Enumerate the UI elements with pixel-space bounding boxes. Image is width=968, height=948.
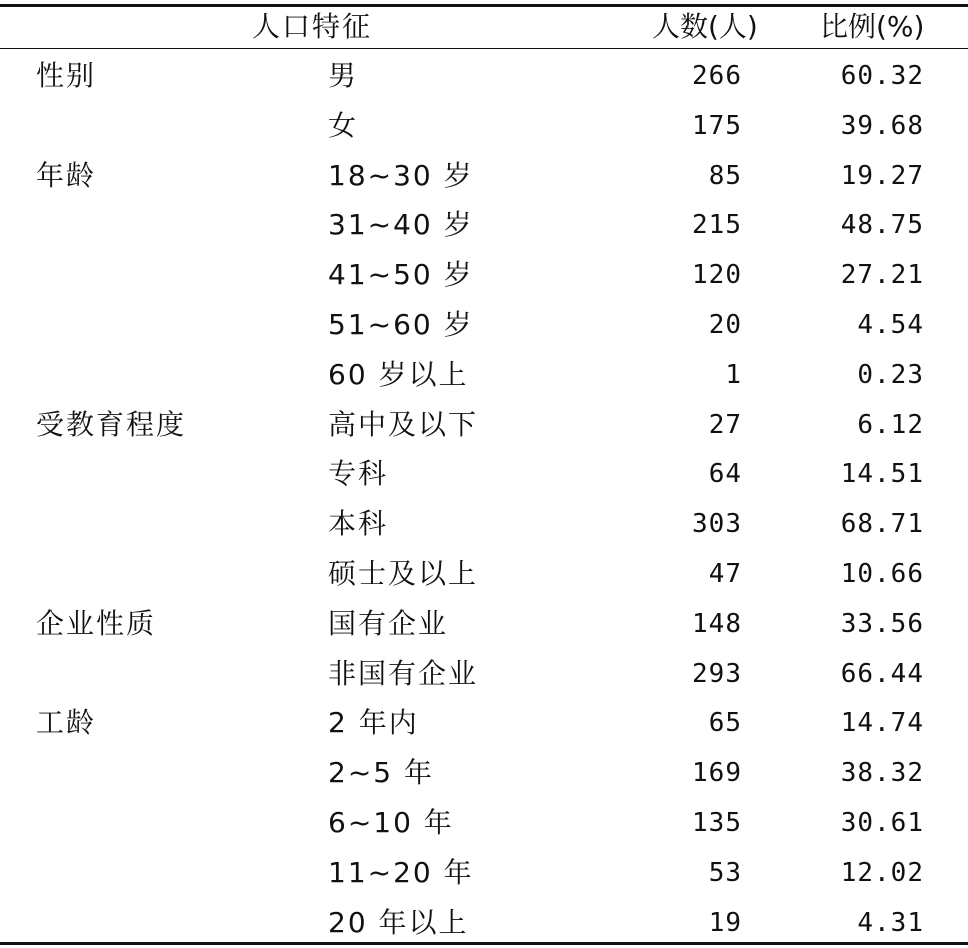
row-subcategory: 31~40 岁 <box>328 208 474 242</box>
row-count: 266 <box>692 61 742 91</box>
table-row <box>0 749 968 799</box>
row-percent: 48.75 <box>840 210 924 241</box>
row-count: 19 <box>708 907 742 938</box>
row-count: 64 <box>708 459 742 490</box>
table-row <box>0 699 968 749</box>
row-count: 27 <box>708 409 742 440</box>
row-percent: 0.23 <box>857 359 924 390</box>
row-percent: 4.54 <box>857 309 924 340</box>
row-percent: 60.32 <box>840 61 924 91</box>
row-percent: 30.61 <box>840 807 924 838</box>
table-row <box>0 450 968 500</box>
row-percent: 27.21 <box>840 260 924 291</box>
table-row <box>0 500 968 550</box>
row-subcategory: 18~30 岁 <box>328 158 474 192</box>
table-row <box>0 899 968 948</box>
row-count: 175 <box>692 110 742 141</box>
row-count: 293 <box>692 658 742 689</box>
row-subcategory: 本科 <box>328 507 389 541</box>
table-row <box>0 401 968 451</box>
row-percent: 14.74 <box>840 708 924 739</box>
row-category: 受教育程度 <box>36 407 187 441</box>
row-count: 148 <box>692 608 742 639</box>
table-row <box>0 650 968 700</box>
row-percent: 33.56 <box>840 608 924 639</box>
table-bottom-rule <box>0 942 968 945</box>
row-count: 20 <box>708 309 742 340</box>
row-count: 303 <box>692 509 742 540</box>
table-row <box>0 52 968 102</box>
row-percent: 19.27 <box>840 160 924 191</box>
row-category: 工龄 <box>36 706 97 740</box>
row-subcategory: 41~50 岁 <box>328 258 474 292</box>
header-percent: 比例(%) <box>820 10 925 43</box>
row-category: 企业性质 <box>36 606 157 640</box>
row-subcategory: 高中及以下 <box>328 407 479 441</box>
row-category: 年龄 <box>36 158 97 192</box>
row-percent: 4.31 <box>857 907 924 938</box>
row-subcategory: 6~10 年 <box>328 805 454 839</box>
table-header <box>0 7 968 48</box>
table-row <box>0 251 968 301</box>
table-row <box>0 201 968 251</box>
row-subcategory: 11~20 年 <box>328 855 474 889</box>
row-percent: 6.12 <box>857 409 924 440</box>
row-subcategory: 60 岁以上 <box>328 357 469 391</box>
row-percent: 38.32 <box>840 758 924 789</box>
table-row <box>0 351 968 401</box>
row-subcategory: 20 年以上 <box>328 905 469 939</box>
row-percent: 12.02 <box>840 857 924 888</box>
table-body <box>0 52 968 948</box>
row-count: 169 <box>692 758 742 789</box>
row-category: 性别 <box>36 59 97 92</box>
table-row <box>0 152 968 202</box>
table-row <box>0 849 968 899</box>
row-subcategory: 国有企业 <box>328 606 449 640</box>
row-subcategory: 硕士及以上 <box>328 556 479 590</box>
row-percent: 66.44 <box>840 658 924 689</box>
table-header-rule <box>0 48 968 49</box>
row-subcategory: 专科 <box>328 457 389 491</box>
header-count: 人数(人) <box>652 10 758 43</box>
row-subcategory: 2~5 年 <box>328 756 434 790</box>
row-count: 65 <box>708 708 742 739</box>
row-count: 53 <box>708 857 742 888</box>
row-subcategory: 非国有企业 <box>328 656 479 690</box>
row-subcategory: 51~60 岁 <box>328 307 474 341</box>
table-row <box>0 799 968 849</box>
row-count: 47 <box>708 558 742 589</box>
row-subcategory: 男 <box>328 59 359 92</box>
table-row <box>0 301 968 351</box>
row-percent: 10.66 <box>840 558 924 589</box>
row-percent: 39.68 <box>840 110 924 141</box>
row-count: 135 <box>692 807 742 838</box>
row-subcategory: 女 <box>328 108 359 142</box>
table-row <box>0 550 968 600</box>
row-percent: 68.71 <box>840 509 924 540</box>
row-subcategory: 2 年内 <box>328 706 419 740</box>
header-feature: 人口特征 <box>252 10 373 43</box>
row-count: 85 <box>708 160 742 191</box>
table-row <box>0 600 968 650</box>
row-count: 120 <box>692 260 742 291</box>
table-row <box>0 102 968 152</box>
row-count: 1 <box>725 359 742 390</box>
row-percent: 14.51 <box>840 459 924 490</box>
row-count: 215 <box>692 210 742 241</box>
